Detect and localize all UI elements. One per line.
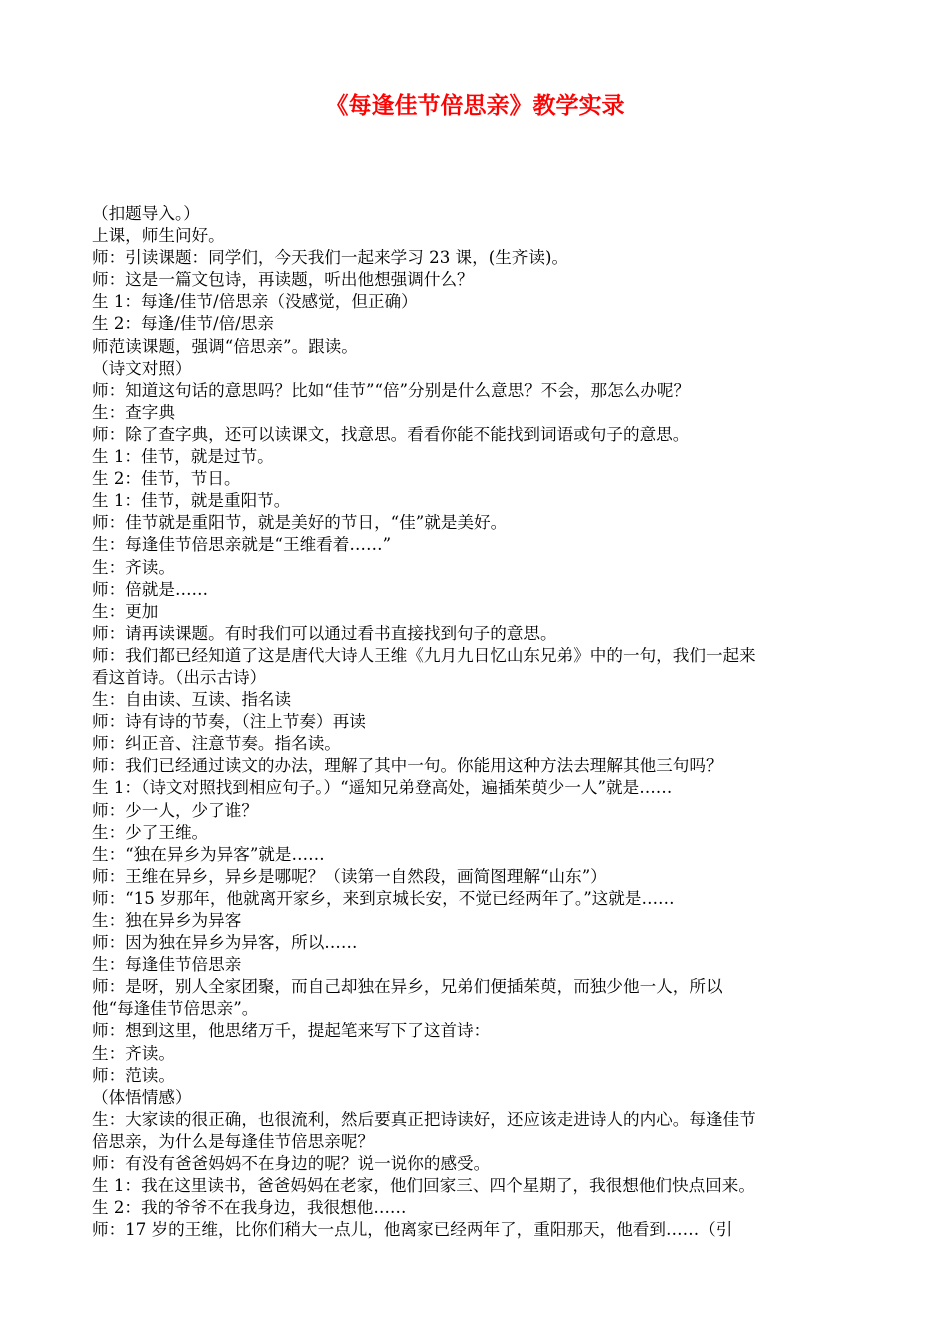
text-line: 师：知道这句话的意思吗？比如“佳节”“倍”分别是什么意思？不会，那怎么办呢？ <box>92 380 691 400</box>
text-line: 生：独在异乡为异客 <box>92 911 242 930</box>
text-line: 生：“独在异乡为异客”就是…… <box>92 844 325 864</box>
text-line: 师：纠正音、注意节奏。指名读。 <box>92 734 341 754</box>
text-line: （扣题导入。） <box>92 204 200 223</box>
text-line: 师范读课题，强调“倍思亲”。跟读。 <box>92 336 358 356</box>
text-line: 师：少一人，少了谁？ <box>92 800 258 820</box>
text-line: 生：自由读、互读、指名读 <box>92 690 292 710</box>
text-line: 生 2：佳节，节日。 <box>92 469 241 489</box>
text-line: 生 2：每逢/佳节/倍/思亲 <box>92 314 274 334</box>
text-line: 生：少了王维。 <box>92 822 209 842</box>
text-line: 师：佳节就是重阳节，就是美好的节日，“佳”就是美好。 <box>92 513 508 533</box>
text-line: 师：范读。 <box>92 1065 175 1085</box>
text-line: 师：“15 岁那年，他就离开家乡，来到京城长安，不觉已经两年了。”这就是…… <box>92 888 675 908</box>
text-line: 生 1：每逢/佳节/倍思亲（没感觉，但正确） <box>92 292 418 312</box>
text-line: （诗文对照） <box>92 358 192 378</box>
text-line: 上课，师生问好。 <box>92 226 225 246</box>
text-line: 师：我们都已经知道了这是唐代大诗人王维《九月九日忆山东兄弟》中的一句，我们一起来 <box>92 645 756 665</box>
text-line: 生：每逢佳节倍思亲就是“王维看着……” <box>92 535 392 555</box>
text-line: 生 1：佳节，就是重阳节。 <box>92 491 291 511</box>
text-line: （体悟情感） <box>92 1087 192 1107</box>
text-line: 师：是呀，别人全家团聚，而自己却独在异乡，兄弟们便插茱萸，而独少他一人，所以 <box>92 977 723 997</box>
text-line: 师：请再读课题。有时我们可以通过看书直接找到句子的意思。 <box>92 623 557 643</box>
text-line: 师：我们已经通过读文的办法，理解了其中一句。你能用这种方法去理解其他三句吗？ <box>92 756 723 776</box>
text-line: 师：引读课题：同学们，今天我们一起来学习 23 课，(生齐读)。 <box>92 248 569 268</box>
text-line: 师：王维在异乡，异乡是哪呢？（读第一自然段，画简图理解“山东”） <box>92 866 607 886</box>
text-line: 他“每逢佳节倍思亲”。 <box>92 999 259 1019</box>
text-line: 生 1：我在这里读书，爸爸妈妈在老家，他们回家三、四个星期了，我很想他们快点回来。 <box>92 1176 755 1196</box>
text-line: 师：17 岁的王维，比你们稍大一点儿，他离家已经两年了，重阳那天，他看到……（引 <box>92 1220 733 1240</box>
text-line: 生 1：佳节，就是过节。 <box>92 447 274 467</box>
text-line: 生：齐读。 <box>92 557 175 577</box>
text-line: 生 1：（诗文对照找到相应句子。）“遥知兄弟登高处，遍插茱萸少一人”就是…… <box>92 778 673 798</box>
text-line: 生：更加 <box>92 601 159 621</box>
text-line: 师：倍就是…… <box>92 579 209 599</box>
text-line: 师：这是一篇文包诗，再读题，听出他想强调什么？ <box>92 270 474 290</box>
text-line: 师：想到这里，他思绪万千，提起笔来写下了这首诗： <box>92 1021 491 1041</box>
text-line: 师：诗有诗的节奏，（注上节奏）再读 <box>92 712 366 732</box>
text-line: 倍思亲，为什么是每逢佳节倍思亲呢？ <box>92 1131 375 1151</box>
document-body <box>92 203 864 1241</box>
text-line: 师：因为独在异乡为异客，所以…… <box>92 933 358 953</box>
text-line: 生：齐读。 <box>92 1043 175 1063</box>
text-line: 生 2：我的爷爷不在我身边，我很想他…… <box>92 1198 407 1218</box>
text-line: 生：大家读的很正确，也很流利，然后要真正把诗读好，还应该走进诗人的内心。每逢佳节 <box>92 1109 756 1129</box>
page-title: 《每逢佳节倍思亲》教学实录 <box>325 92 625 119</box>
text-line: 师：除了查字典，还可以读课文，找意思。看看你能不能找到词语或句子的意思。 <box>92 424 690 444</box>
text-line: 师：有没有爸爸妈妈不在身边的呢？说一说你的感受。 <box>92 1154 491 1174</box>
text-line: 生：查字典 <box>92 402 175 422</box>
text-line: 生：每逢佳节倍思亲 <box>92 955 242 975</box>
text-line: 看这首诗。（出示古诗） <box>92 667 267 687</box>
